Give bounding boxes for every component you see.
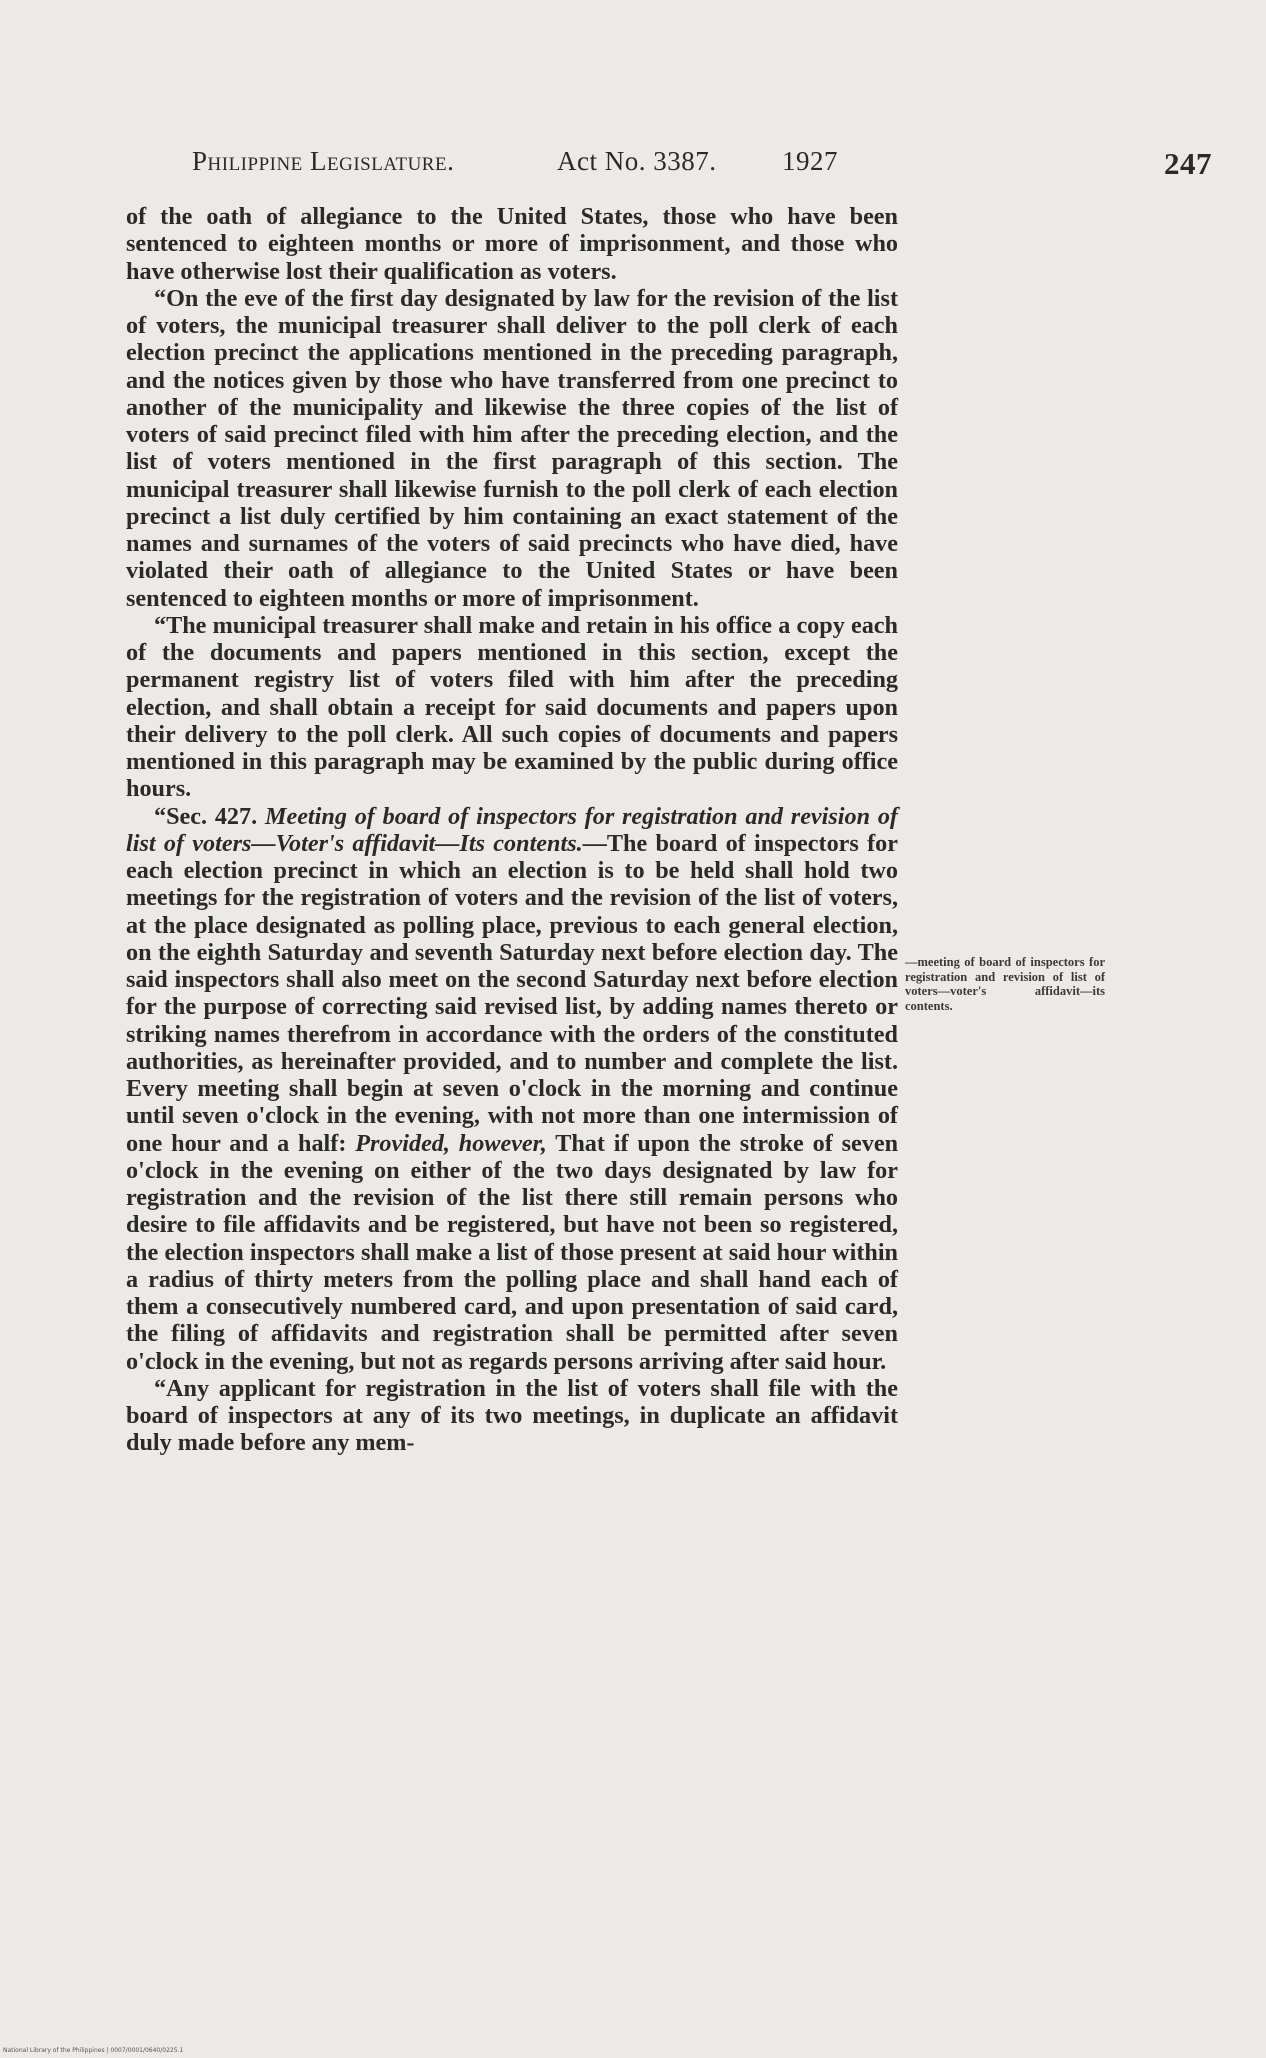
paragraph-treasurer-copies: “The municipal treasurer shall make and retain in his office a copy each of the documents and papers mentioned in this section, except the permanent registry list of voters filed with him after the preceding election, and shall obtain a receipt for said documents and papers upon their delivery to the poll clerk. All such copies of documents and papers mentioned in this paragraph may be examined by the public during office hours. [126, 611, 898, 803]
proviso: Provided, however, [355, 1129, 547, 1157]
section-heading: Meeting of board of inspectors for registration and revision of list of voters—Voter's affidavit—Its contents. [126, 802, 898, 857]
scan-footer: National Library of the Philippines | 0007/0001/0640/0225.1 [3, 2047, 184, 2054]
running-head [192, 146, 1212, 186]
running-head-title: Philippine Legislature. [192, 146, 455, 176]
paragraph-continuation: of the oath of allegiance to the United States, those who have been sentenced to eighteen months or more of imprisonment, and those who have otherwise lost their qualification as voters. [126, 203, 898, 285]
section-text-b: That if upon the stroke of seven o'clock in the evening on either of the two days designated by law for registration and the revision of the list there still remain persons who desire to file affidavits and be registered, but have not been so registered, the election inspectors shall make a list of those present at said hour within a radius of thirty meters from the polling place and shall hand each of them a consecutively numbered card, and upon presentation of said card, the filing of affidavits and registration shall be permitted after seven o'clock in the evening, but not as regards persons arriving after said hour. [126, 1129, 899, 1375]
section-text-a: —The board of inspectors for each election precinct in which an election is to be held shall hold two meetings for the registration of voters and the revision of the list of voters, at the place designated as polling place, previous to each general election, on the eighth Saturday and seventh Saturday next before election day. The said inspectors shall also meet on the second Saturday next before election for the purpose of correcting said revised list, by adding names thereto or striking names therefrom in accordance with the orders of the constituted authorities, as hereinafter provided, and to number and complete the list. Every meeting shall begin at seven o'clock in the morning and continue until seven o'clock in the evening, with not more than one intermission of one hour and a half: [126, 829, 898, 1157]
paragraph-applicant: “Any applicant for registration in the list of voters shall file with the board of inspectors at any of its two meetings, in duplicate an affidavit duly made before any mem- [126, 1374, 898, 1457]
paragraph-section-427 [126, 803, 898, 1375]
section-number: “Sec. 427. [154, 802, 258, 830]
page-number: 247 [1164, 146, 1212, 181]
body-text [126, 203, 898, 1457]
act-number: Act No. 3387. [557, 146, 717, 176]
act-year: 1927 [782, 146, 838, 176]
marginal-note: —meeting of board of inspectors for registration and revision of list of voters—voter's affidavit—its contents. [905, 955, 1105, 1013]
paragraph-treasurer-delivery: “On the eve of the first day designated by law for the revision of the list of voters, the municipal treasurer shall deliver to the poll clerk of each election precinct the applications mentioned in the preceding paragraph, and the notices given by those who have transferred from one precinct to another of the municipality and likewise the three copies of the list of voters of said precinct filed with him after the preceding election, and the list of voters mentioned in the first paragraph of this section. The municipal treasurer shall likewise furnish to the poll clerk of each election precinct a list duly certified by him containing an exact statement of the names and surnames of the voters of said precincts who have died, have violated their oath of allegiance to the United States or have been sentenced to eighteen months or more of imprisonment. [126, 284, 898, 612]
